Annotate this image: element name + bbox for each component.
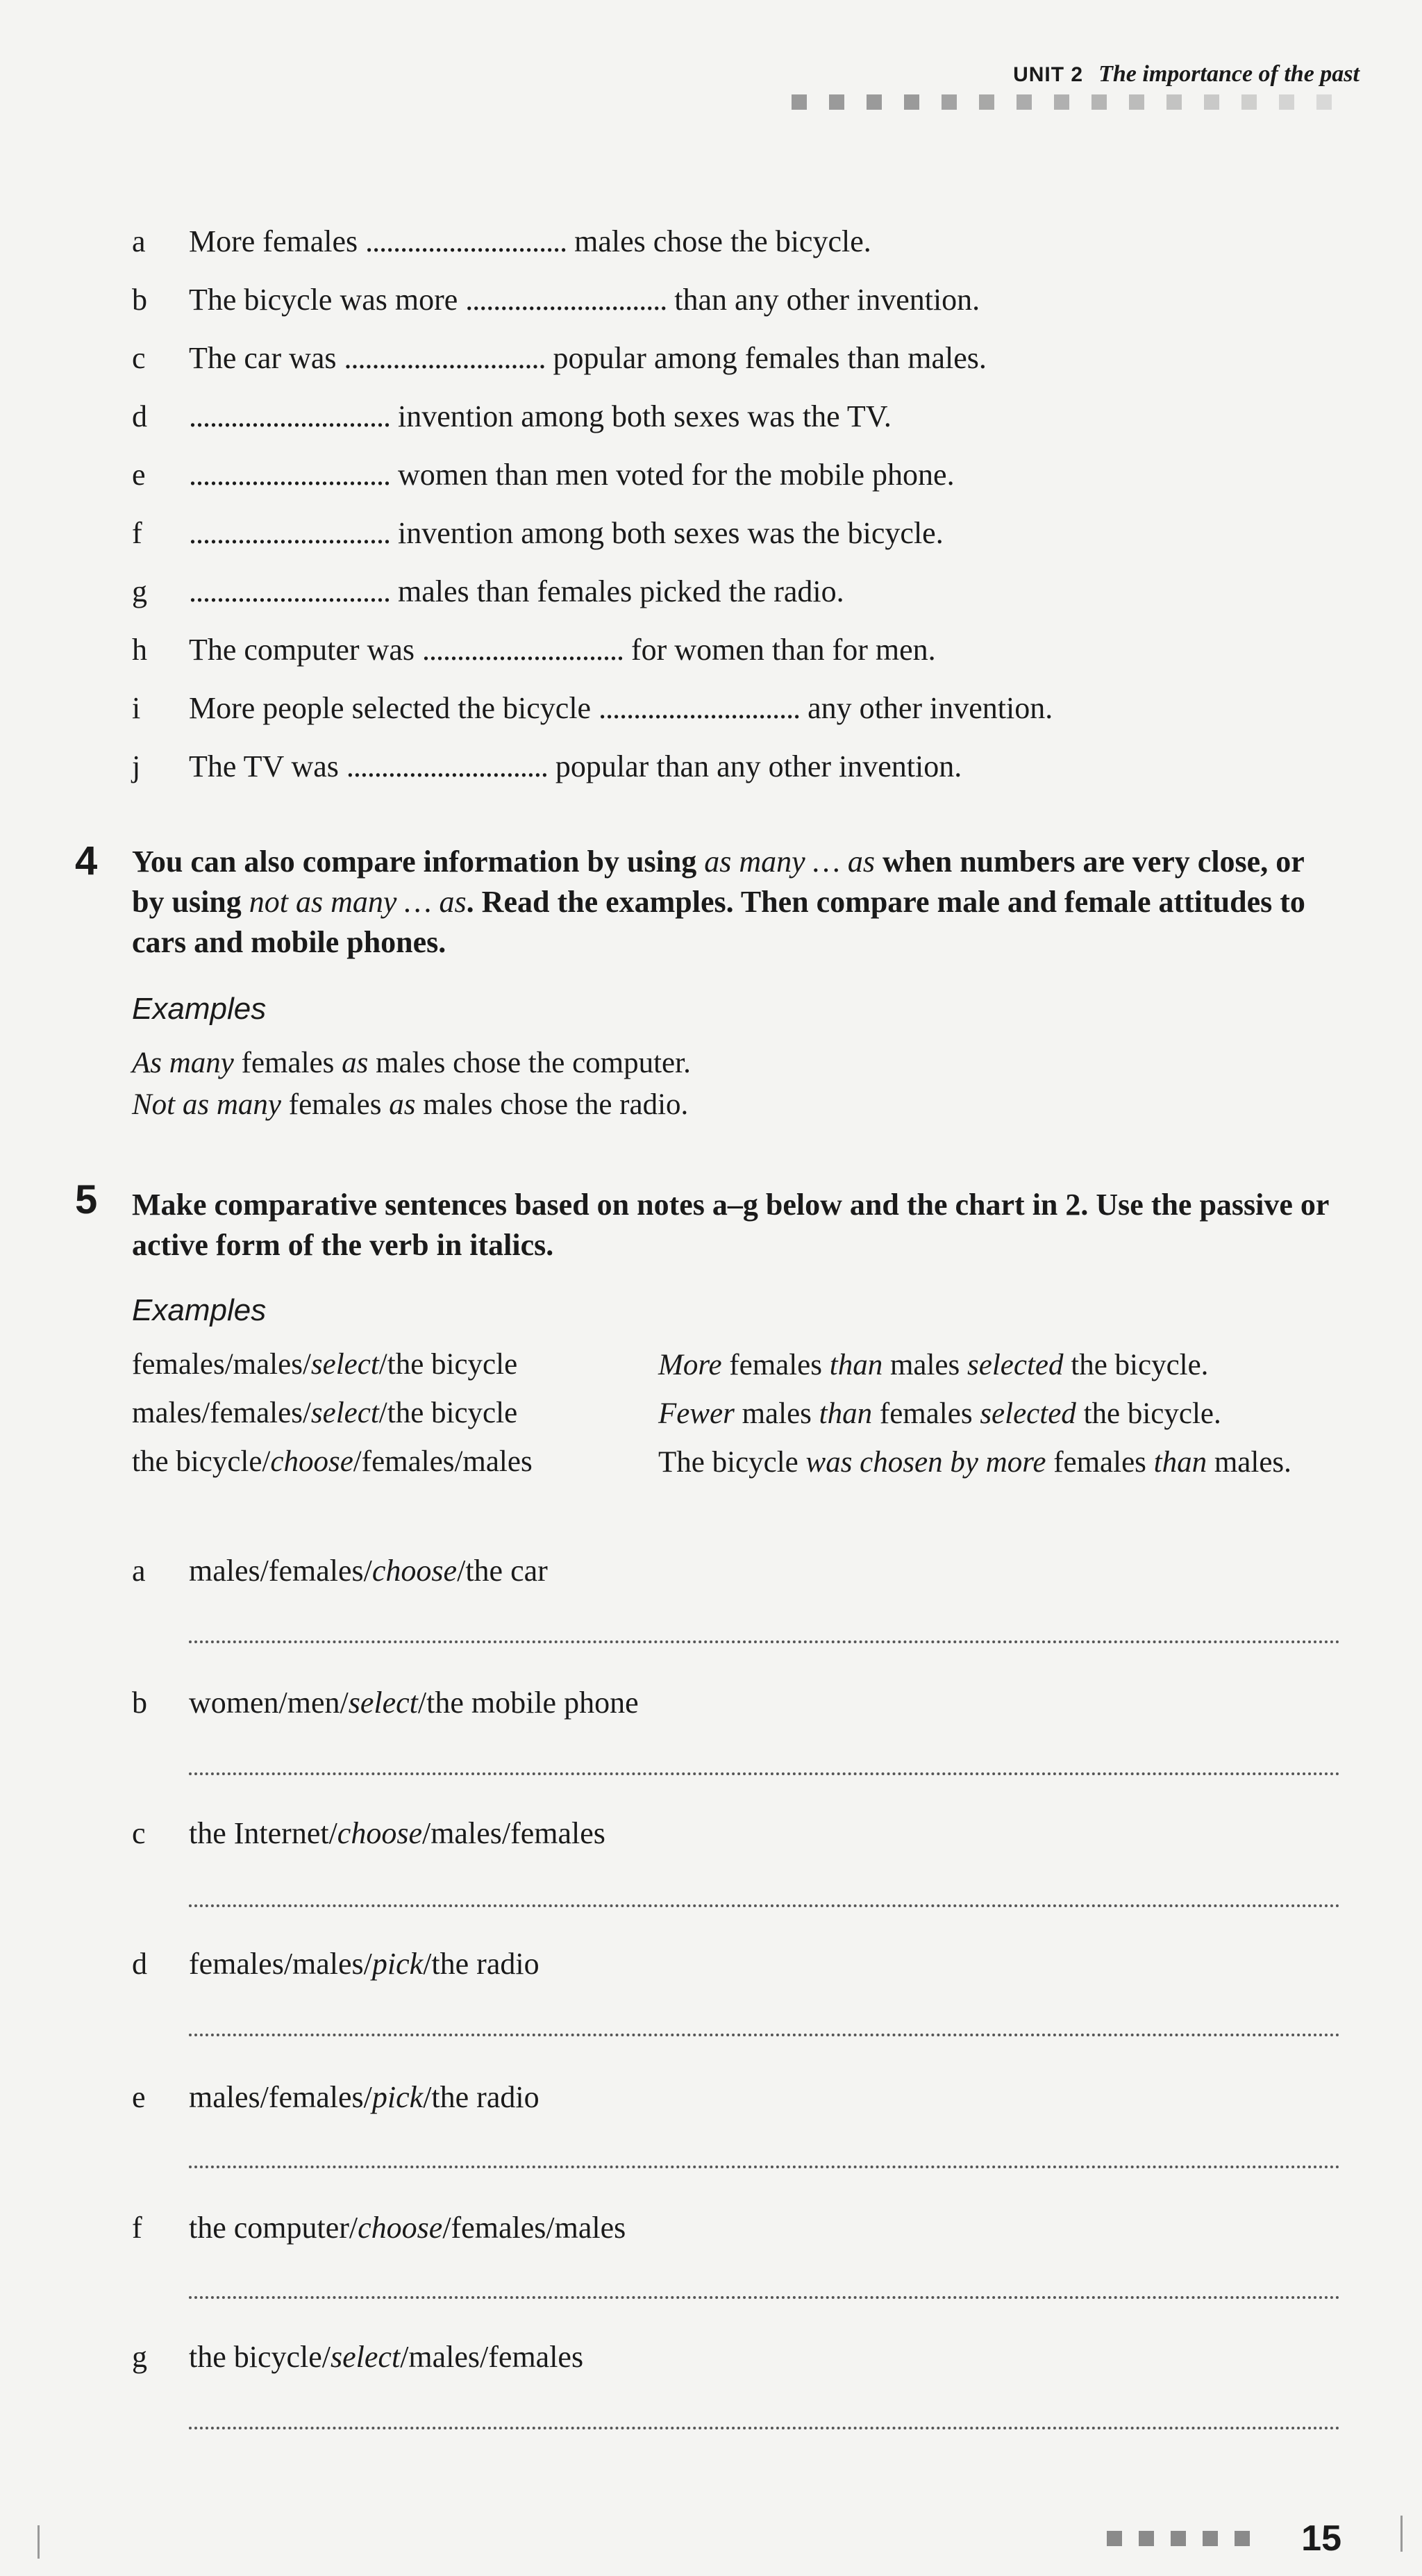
q5-example-2-sentence: Fewer males than females selected the bicycle. (658, 1397, 1221, 1430)
ex3-item-c: c The car was ............................. popular among females than males. (132, 341, 987, 375)
q5-item-b: b women/men/select/the mobile phone (132, 1686, 639, 1720)
ex3-item-e: e ............................. women than men voted for the mobile phone. (132, 458, 955, 492)
ex3-item-h: h The computer was ............................. for women than for men. (132, 633, 936, 667)
ex3-item-f: f ............................. invention among both sexes was the bicycle. (132, 516, 944, 550)
q5-item-g: g the bicycle/select/males/females (132, 2340, 584, 2374)
unit-title: The importance of the past (1098, 61, 1360, 87)
q4-example-1: As many females as males chose the computer. (132, 1047, 691, 1079)
ex3-item-a: a More females ............................. males chose the bicycle. (132, 224, 871, 258)
answer-blank[interactable]: ............................. (189, 399, 390, 433)
q5-answer-line-b[interactable] (189, 1772, 1340, 1775)
q5-answer-line-g[interactable] (189, 2427, 1340, 2429)
page-number: 15 (1301, 2518, 1341, 2559)
q5-item-a: a males/females/choose/the car (132, 1554, 548, 1588)
answer-blank[interactable]: ............................. (422, 633, 624, 667)
q4-example-2: Not as many females as males chose the radio. (132, 1088, 689, 1121)
question-5-number: 5 (75, 1177, 98, 1222)
q5-item-f: f the computer/choose/females/males (132, 2211, 626, 2245)
q5-item-d: d females/males/pick/the radio (132, 1947, 539, 1981)
right-page-edge (1400, 2516, 1403, 2552)
left-page-edge (37, 2525, 40, 2559)
ex3-item-b: b The bicycle was more ............................. than any other invention. (132, 283, 980, 317)
question-5-instructions: Make comparative sentences based on notes a–g below and the chart in 2. Use the passive or active form of the verb in italics. (132, 1188, 1329, 1262)
ex3-item-j: j The TV was ............................. popular than any other invention. (132, 749, 962, 783)
q5-item-e: e males/females/pick/the radio (132, 2080, 539, 2114)
answer-blank[interactable]: ............................. (465, 283, 667, 317)
answer-blank[interactable]: ............................. (189, 516, 390, 550)
q5-item-c: c the Internet/choose/males/females (132, 1816, 605, 1850)
q5-answer-line-a[interactable] (189, 1640, 1340, 1643)
q5-examples-heading: Examples (132, 1293, 267, 1327)
ex3-item-i: i More people selected the bicycle ............................. any other invention. (132, 691, 1053, 725)
question-4-instructions: You can also compare information by using as many … as when numbers are very close, or by using not as many … as. Read the examples. Then compare male and female attitudes to cars and mobile phones. (132, 845, 1305, 959)
answer-blank[interactable]: ............................. (344, 341, 546, 375)
q5-example-2-notes: males/females/select/the bicycle (132, 1397, 518, 1429)
ex3-item-g: g ............................. males than females picked the radio. (132, 574, 844, 608)
answer-blank[interactable]: ............................. (346, 749, 548, 783)
q4-examples-heading: Examples (132, 992, 267, 1026)
answer-blank[interactable]: ............................. (365, 224, 567, 258)
q5-example-3-sentence: The bicycle was chosen by more females than males. (658, 1446, 1291, 1479)
question-4-number: 4 (75, 838, 98, 883)
q5-answer-line-d[interactable] (189, 2034, 1340, 2036)
q5-example-3-notes: the bicycle/choose/females/males (132, 1445, 533, 1478)
unit-label: UNIT 2 (1013, 63, 1084, 86)
answer-blank[interactable]: ............................. (189, 574, 390, 608)
running-header (1013, 61, 1360, 88)
q5-answer-line-f[interactable] (189, 2296, 1340, 2299)
answer-blank[interactable]: ............................. (189, 458, 390, 492)
answer-blank[interactable]: ............................. (599, 691, 801, 725)
q5-answer-line-e[interactable] (189, 2166, 1340, 2168)
q5-example-1-notes: females/males/select/the bicycle (132, 1348, 518, 1381)
q5-answer-line-c[interactable] (189, 1904, 1340, 1907)
ex3-item-d: d ............................. invention among both sexes was the TV. (132, 399, 892, 433)
q5-example-1-sentence: More females than males selected the bicycle. (658, 1349, 1209, 1381)
